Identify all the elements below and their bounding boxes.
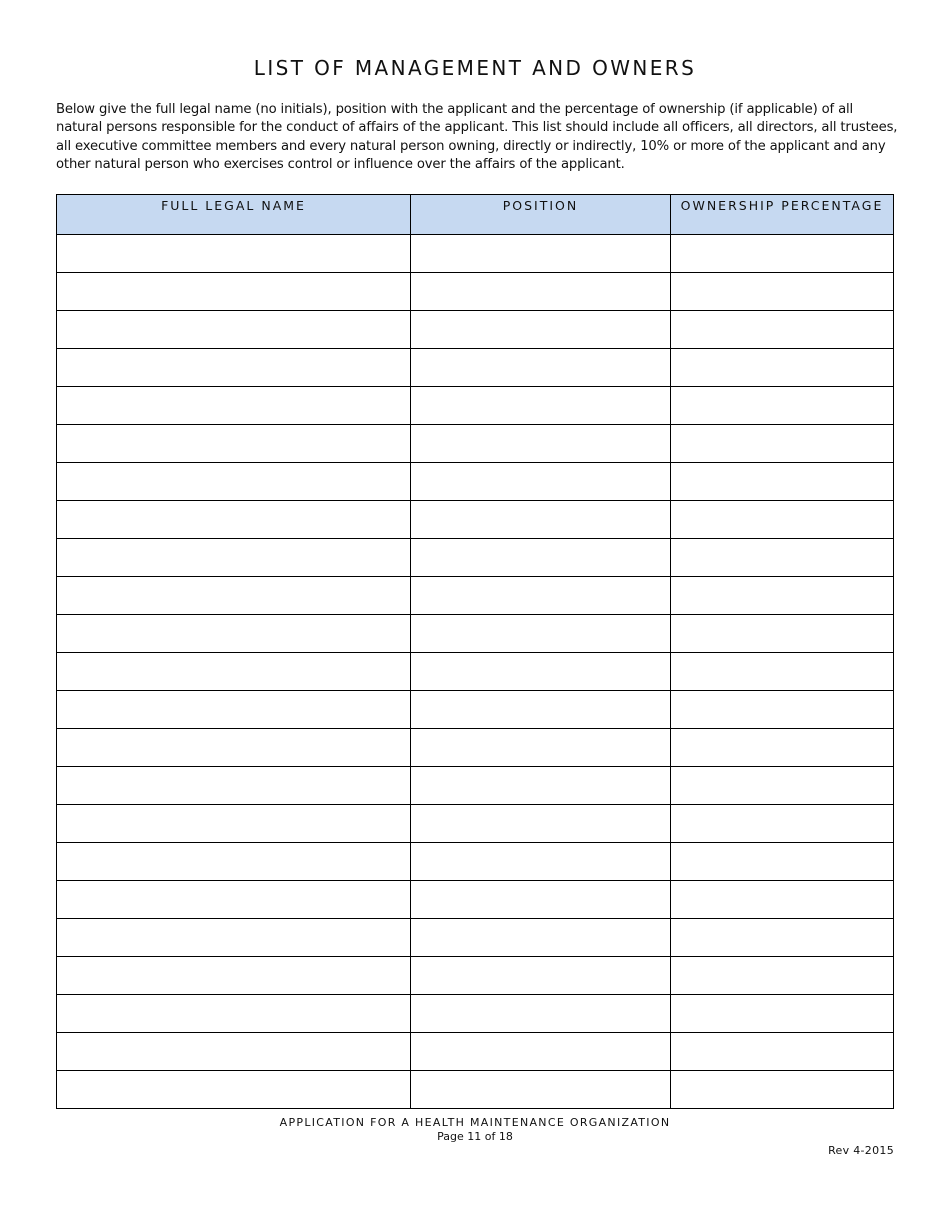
table-row xyxy=(57,387,894,425)
position-cell[interactable] xyxy=(411,805,671,843)
ownership-percentage-cell[interactable] xyxy=(671,273,894,311)
table-row xyxy=(57,919,894,957)
ownership-percentage-cell[interactable] xyxy=(671,957,894,995)
ownership-percentage-cell[interactable] xyxy=(671,767,894,805)
position-cell[interactable] xyxy=(411,1071,671,1109)
position-cell[interactable] xyxy=(411,653,671,691)
position-cell[interactable] xyxy=(411,767,671,805)
ownership-percentage-cell[interactable] xyxy=(671,463,894,501)
table-row xyxy=(57,881,894,919)
table-row xyxy=(57,235,894,273)
full-legal-name-cell[interactable] xyxy=(57,691,411,729)
ownership-percentage-cell[interactable] xyxy=(671,539,894,577)
full-legal-name-cell[interactable] xyxy=(57,425,411,463)
ownership-percentage-cell[interactable] xyxy=(671,235,894,273)
full-legal-name-cell[interactable] xyxy=(57,235,411,273)
table-row xyxy=(57,311,894,349)
full-legal-name-cell[interactable] xyxy=(57,957,411,995)
ownership-percentage-cell[interactable] xyxy=(671,311,894,349)
position-cell[interactable] xyxy=(411,881,671,919)
instructions-paragraph: Below give the full legal name (no initials), position with the applicant and the percentage of ownership (if applicable) of all natural persons responsible for the conduct of affairs of the applicant. This list should include all officers, all directors, all trustees, all executive committee members and every natural person owning, directly or indirectly, 10% or more of the applicant and any other natural person who exercises control or influence over the affairs of the applicant. xyxy=(56,102,898,173)
table-row xyxy=(57,729,894,767)
table-row xyxy=(57,273,894,311)
full-legal-name-cell[interactable] xyxy=(57,1033,411,1071)
position-cell[interactable] xyxy=(411,577,671,615)
ownership-percentage-cell[interactable] xyxy=(671,1071,894,1109)
ownership-percentage-cell[interactable] xyxy=(671,349,894,387)
position-cell[interactable] xyxy=(411,349,671,387)
footer-application-title: APPLICATION FOR A HEALTH MAINTENANCE ORGANIZATION xyxy=(279,1116,671,1129)
table-row xyxy=(57,349,894,387)
ownership-percentage-cell[interactable] xyxy=(671,577,894,615)
table-row xyxy=(57,805,894,843)
full-legal-name-cell[interactable] xyxy=(57,919,411,957)
full-legal-name-cell[interactable] xyxy=(57,729,411,767)
position-cell[interactable] xyxy=(411,539,671,577)
full-legal-name-cell[interactable] xyxy=(57,539,411,577)
full-legal-name-cell[interactable] xyxy=(57,767,411,805)
full-legal-name-cell[interactable] xyxy=(57,311,411,349)
full-legal-name-cell[interactable] xyxy=(57,273,411,311)
position-cell[interactable] xyxy=(411,1033,671,1071)
full-legal-name-cell[interactable] xyxy=(57,501,411,539)
table-row xyxy=(57,843,894,881)
column-header-position: POSITION xyxy=(411,195,671,235)
full-legal-name-cell[interactable] xyxy=(57,463,411,501)
full-legal-name-cell[interactable] xyxy=(57,881,411,919)
footer-page-number: Page 11 of 18 xyxy=(437,1130,513,1143)
ownership-percentage-cell[interactable] xyxy=(671,691,894,729)
table-row xyxy=(57,957,894,995)
table-row xyxy=(57,995,894,1033)
table-header-row xyxy=(57,195,894,235)
full-legal-name-cell[interactable] xyxy=(57,577,411,615)
page-title: LIST OF MANAGEMENT AND OWNERS xyxy=(253,56,697,80)
full-legal-name-cell[interactable] xyxy=(57,615,411,653)
position-cell[interactable] xyxy=(411,691,671,729)
table-row xyxy=(57,539,894,577)
ownership-percentage-cell[interactable] xyxy=(671,425,894,463)
position-cell[interactable] xyxy=(411,235,671,273)
position-cell[interactable] xyxy=(411,957,671,995)
position-cell[interactable] xyxy=(411,843,671,881)
position-cell[interactable] xyxy=(411,463,671,501)
table-row xyxy=(57,425,894,463)
full-legal-name-cell[interactable] xyxy=(57,387,411,425)
table-row xyxy=(57,1071,894,1109)
position-cell[interactable] xyxy=(411,919,671,957)
ownership-percentage-cell[interactable] xyxy=(671,1033,894,1071)
full-legal-name-cell[interactable] xyxy=(57,995,411,1033)
ownership-percentage-cell[interactable] xyxy=(671,653,894,691)
position-cell[interactable] xyxy=(411,501,671,539)
page-footer xyxy=(0,1116,950,1144)
position-cell[interactable] xyxy=(411,729,671,767)
position-cell[interactable] xyxy=(411,311,671,349)
table-row xyxy=(57,501,894,539)
position-cell[interactable] xyxy=(411,425,671,463)
ownership-percentage-cell[interactable] xyxy=(671,387,894,425)
full-legal-name-cell[interactable] xyxy=(57,349,411,387)
table-row xyxy=(57,691,894,729)
table-row xyxy=(57,463,894,501)
full-legal-name-cell[interactable] xyxy=(57,653,411,691)
table-row xyxy=(57,767,894,805)
position-cell[interactable] xyxy=(411,387,671,425)
ownership-percentage-cell[interactable] xyxy=(671,843,894,881)
ownership-percentage-cell[interactable] xyxy=(671,501,894,539)
ownership-percentage-cell[interactable] xyxy=(671,729,894,767)
position-cell[interactable] xyxy=(411,615,671,653)
column-header-ownership-percentage: OWNERSHIP PERCENTAGE xyxy=(671,195,894,235)
position-cell[interactable] xyxy=(411,273,671,311)
full-legal-name-cell[interactable] xyxy=(57,805,411,843)
table-row xyxy=(57,1033,894,1071)
ownership-percentage-cell[interactable] xyxy=(671,995,894,1033)
table-body xyxy=(57,235,894,1109)
column-header-full-legal-name: FULL LEGAL NAME xyxy=(57,195,411,235)
ownership-percentage-cell[interactable] xyxy=(671,881,894,919)
full-legal-name-cell[interactable] xyxy=(57,1071,411,1109)
ownership-percentage-cell[interactable] xyxy=(671,805,894,843)
table-row xyxy=(57,615,894,653)
full-legal-name-cell[interactable] xyxy=(57,843,411,881)
position-cell[interactable] xyxy=(411,995,671,1033)
table-row xyxy=(57,653,894,691)
table-row xyxy=(57,577,894,615)
ownership-percentage-cell[interactable] xyxy=(671,919,894,957)
management-owners-table xyxy=(56,194,894,1109)
ownership-percentage-cell[interactable] xyxy=(671,615,894,653)
revision-label: Rev 4-2015 xyxy=(828,1144,894,1157)
